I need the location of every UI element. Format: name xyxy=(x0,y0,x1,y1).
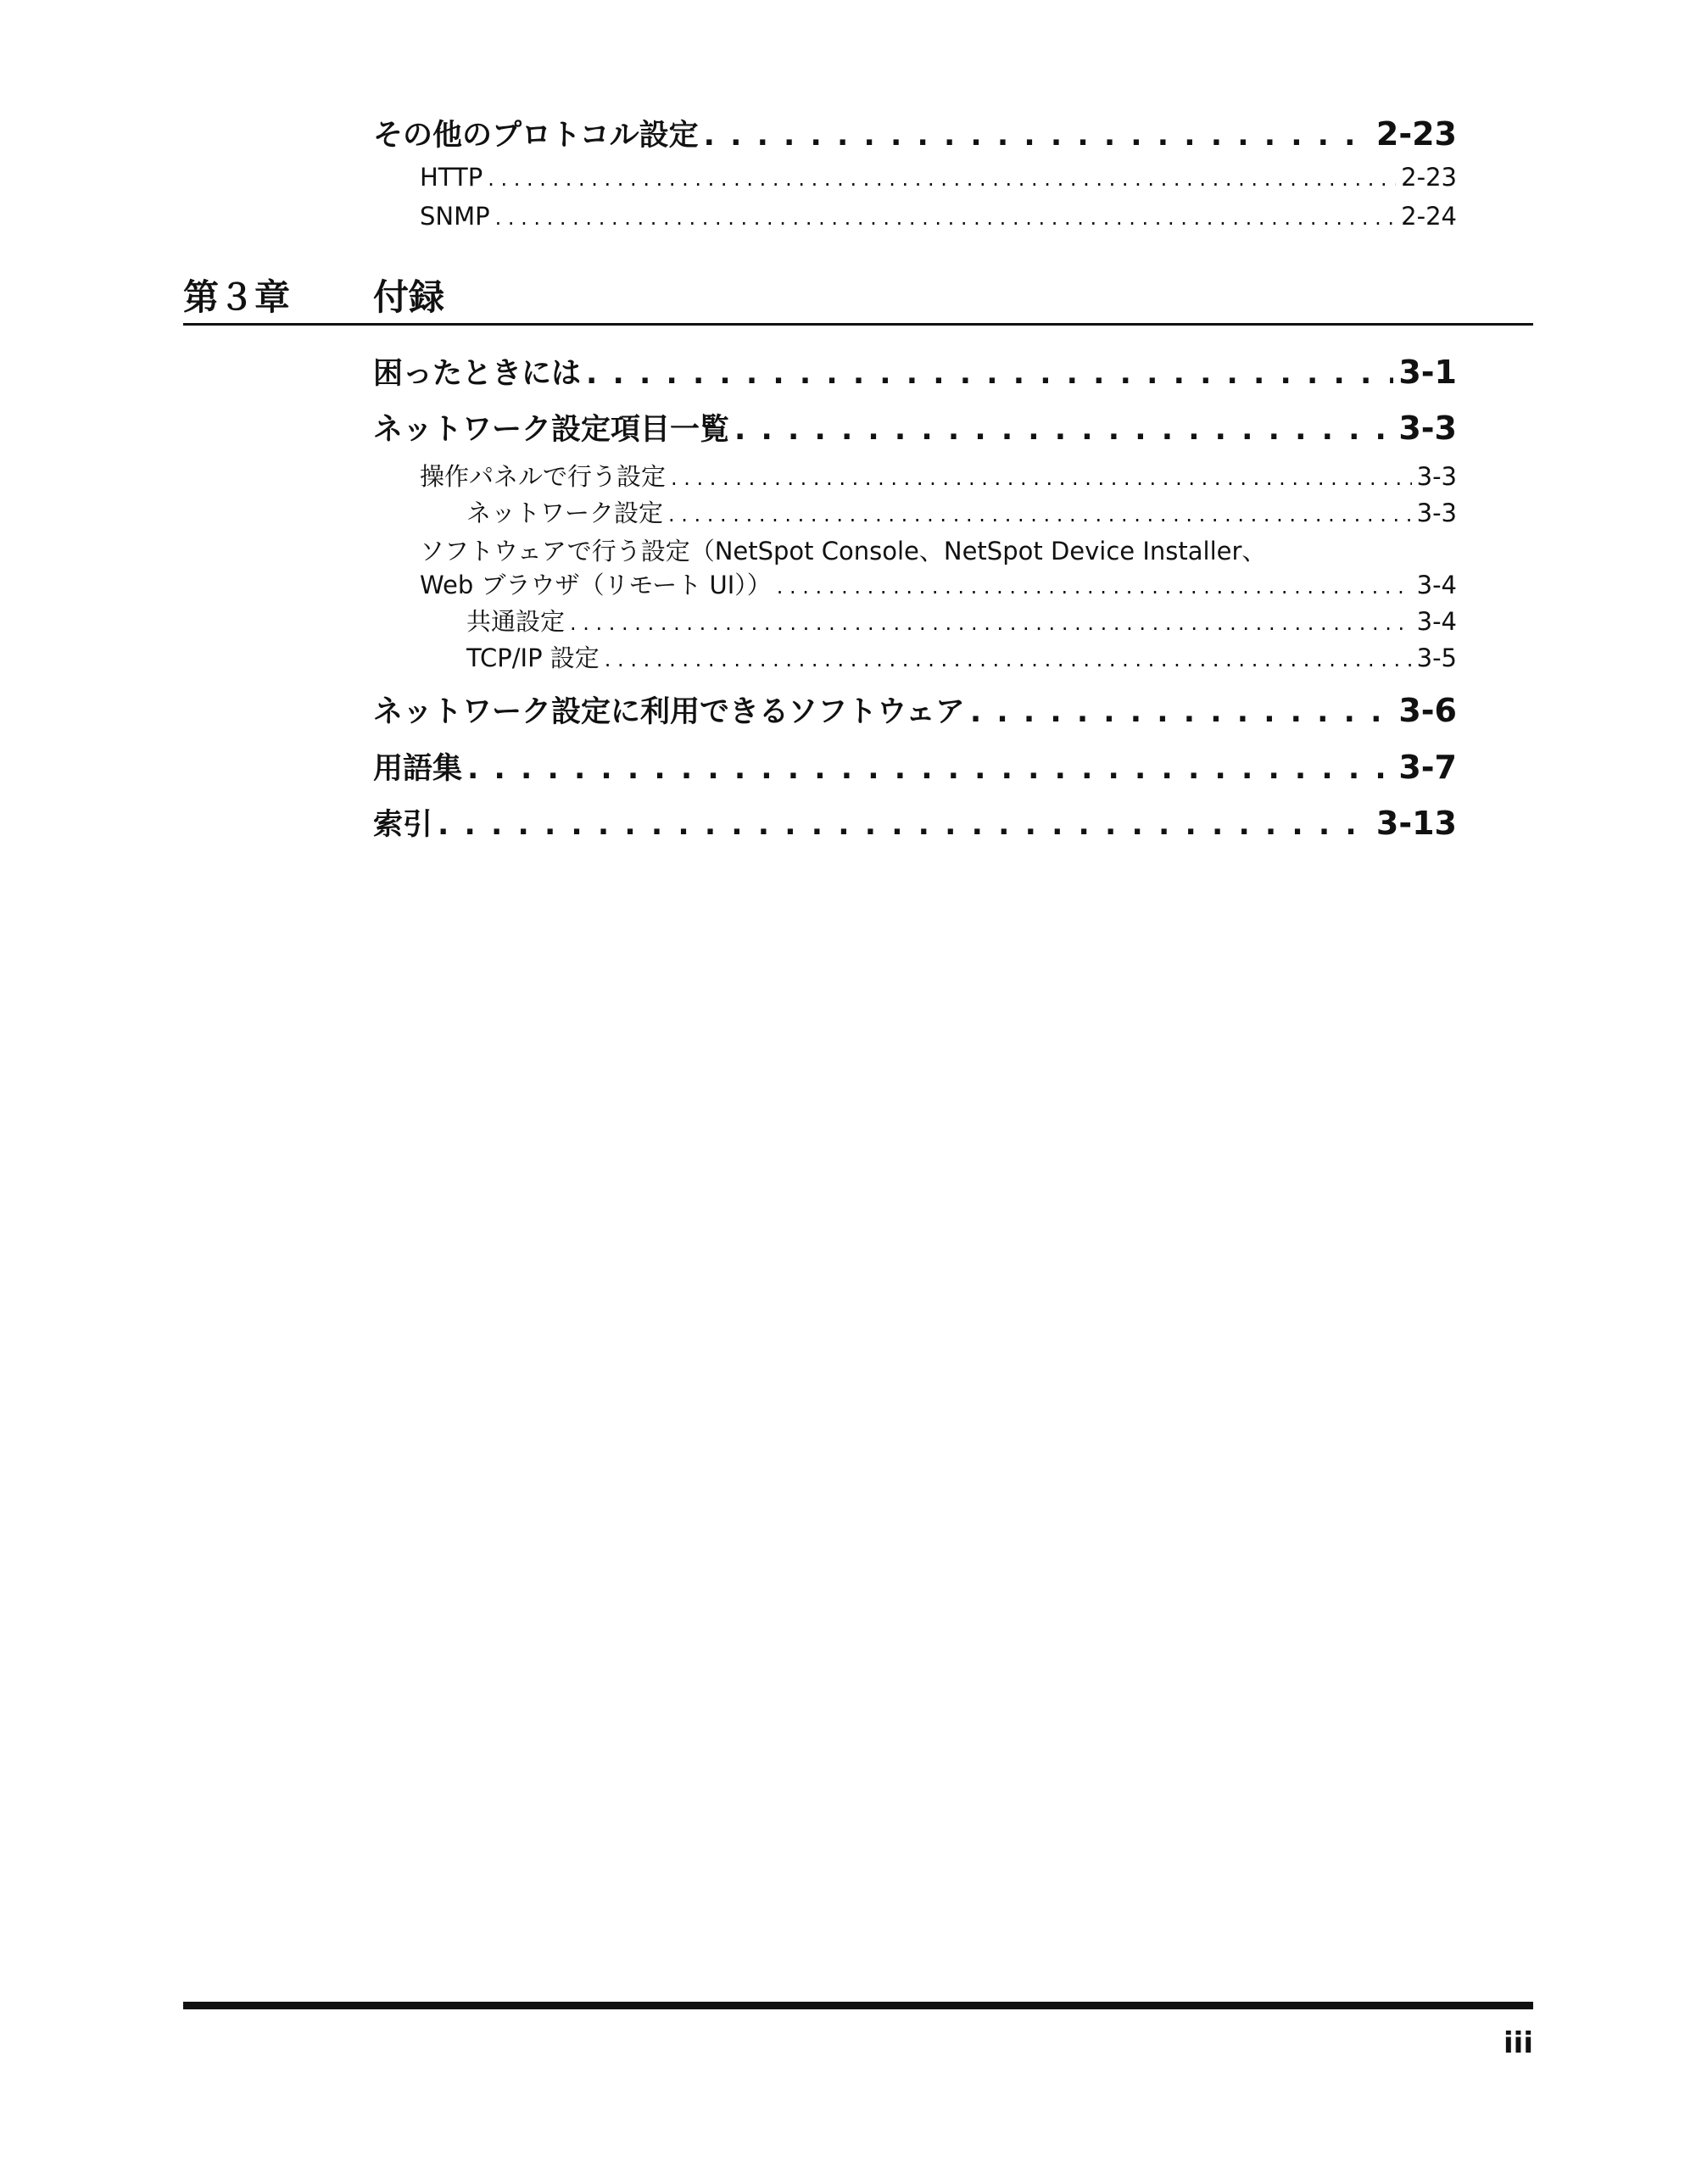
toc-entry-page: 2-24 xyxy=(1401,202,1457,231)
dot-leader xyxy=(495,206,1397,230)
toc-entry-label: HTTP xyxy=(420,163,483,192)
toc-entry-label: 用語集 xyxy=(373,752,463,786)
toc-entry-page: 3-3 xyxy=(1416,462,1457,491)
dot-leader xyxy=(668,503,1412,526)
toc-entry-label: 操作パネルで行う設定 xyxy=(420,462,667,491)
toc-entry-page: 3-13 xyxy=(1375,805,1457,842)
toc-entry-page: 3-1 xyxy=(1398,354,1457,391)
toc-entry-page: 2-23 xyxy=(1401,163,1457,192)
dot-leader xyxy=(438,808,1371,842)
toc-entry-page: 3-3 xyxy=(1398,410,1457,447)
dot-leader xyxy=(777,575,1412,599)
toc-entry-label: ネットワーク設定に利用できるソフトウェア xyxy=(373,695,965,729)
toc-entry-label: Web ブラウザ（リモート UI）） xyxy=(420,571,772,599)
toc-entry-other-protocol-settings[interactable] xyxy=(373,112,1457,154)
toc-entry-software-settings-line2[interactable] xyxy=(420,566,1457,601)
toc-entry-label: 共通設定 xyxy=(466,607,566,636)
chapter-title: 付録 xyxy=(373,276,445,318)
toc-entry-network-software[interactable] xyxy=(373,688,1457,731)
toc-entry-label: ネットワーク設定項目一覧 xyxy=(373,413,730,447)
toc-entry-label: その他のプロトコル設定 xyxy=(373,119,699,153)
toc-entry-common-settings[interactable] xyxy=(466,603,1457,638)
toc-entry-tcpip-settings[interactable] xyxy=(466,639,1457,674)
dot-leader xyxy=(671,466,1412,490)
toc-entry-label: 困ったときには xyxy=(373,357,582,391)
dot-leader xyxy=(704,119,1371,153)
toc-entry-label: TCP/IP 設定 xyxy=(466,644,600,672)
toc-entry-network-settings-list[interactable] xyxy=(373,406,1457,448)
dot-leader xyxy=(734,413,1393,447)
toc-entry-label: 索引 xyxy=(373,808,433,842)
toc-entry-page: 2-23 xyxy=(1375,115,1457,153)
toc-entry-page: 3-6 xyxy=(1398,692,1457,729)
dot-leader xyxy=(488,167,1396,191)
toc-entry-page: 3-7 xyxy=(1398,749,1457,786)
toc-entry-panel-settings[interactable] xyxy=(420,458,1457,493)
toc-entry-page: 3-3 xyxy=(1416,499,1457,527)
chapter-number: 第３章 xyxy=(183,276,291,318)
toc-entry-index[interactable] xyxy=(373,801,1457,844)
toc-entry-panel-network-settings[interactable] xyxy=(466,494,1457,529)
toc-entry-glossary[interactable] xyxy=(373,745,1457,788)
toc-entry-troubleshooting[interactable] xyxy=(373,350,1457,393)
dot-leader xyxy=(467,752,1393,786)
toc-entry-label: ネットワーク設定 xyxy=(466,499,664,527)
dot-leader xyxy=(605,648,1412,671)
footer-rule xyxy=(183,2002,1533,2009)
dot-leader xyxy=(570,611,1412,635)
toc-entry-label: SNMP xyxy=(420,202,490,231)
dot-leader xyxy=(970,695,1393,729)
chapter-divider xyxy=(183,323,1533,326)
toc-entry-page: 3-5 xyxy=(1416,644,1457,672)
page-number: iii xyxy=(1504,2026,1533,2060)
toc-entry-software-settings-line1[interactable]: ソフトウェアで行う設定（NetSpot Console、NetSpot Device Installer、 xyxy=(420,537,1267,566)
toc-entry-page: 3-4 xyxy=(1416,571,1457,599)
dot-leader xyxy=(586,357,1393,391)
toc-entry-http[interactable] xyxy=(420,163,1457,192)
toc-entry-page: 3-4 xyxy=(1416,607,1457,636)
toc-entry-snmp[interactable] xyxy=(420,202,1457,231)
